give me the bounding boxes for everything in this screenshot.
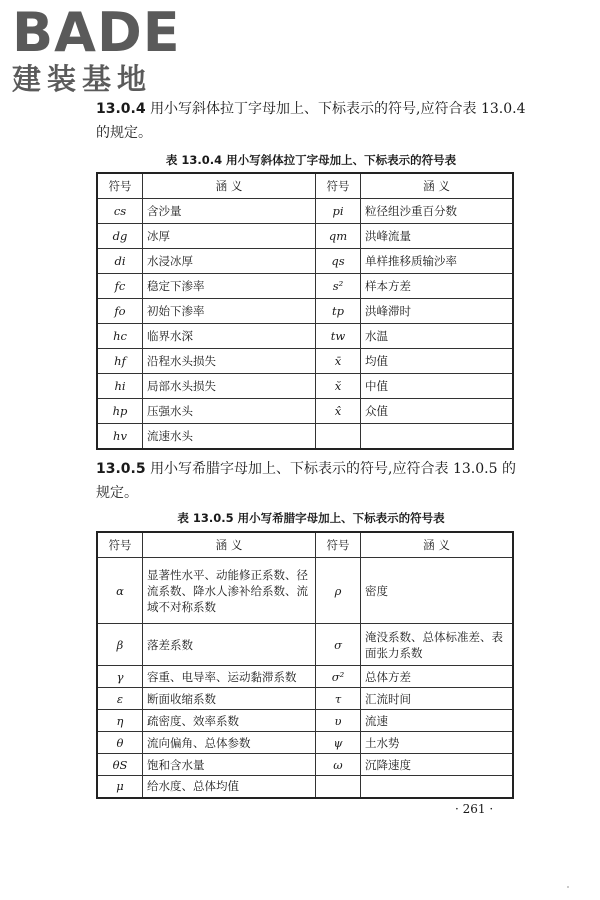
cell-meaning-1: 容重、电导率、运动黏滞系数 bbox=[143, 666, 316, 688]
cell-meaning-2: 土水势 bbox=[361, 732, 514, 754]
cell-meaning-1: 稳定下渗率 bbox=[143, 274, 316, 299]
cell-symbol-2: ω bbox=[316, 754, 361, 776]
table-1-header-row bbox=[97, 173, 513, 199]
section-1-number: 13.0.4 bbox=[96, 101, 146, 117]
cell-symbol-2: σ bbox=[316, 624, 361, 666]
table-row bbox=[97, 374, 513, 399]
table-row bbox=[97, 776, 513, 798]
cell-meaning-1: 饱和含水量 bbox=[143, 754, 316, 776]
cell-symbol-2: tp bbox=[316, 299, 361, 324]
table-row bbox=[97, 666, 513, 688]
table-row bbox=[97, 199, 513, 224]
cell-meaning-2 bbox=[361, 776, 514, 798]
cell-symbol-1: fo bbox=[97, 299, 143, 324]
cell-symbol-2: x̆ bbox=[316, 374, 361, 399]
scan-speck bbox=[567, 886, 569, 888]
cell-meaning-1: 流速水头 bbox=[143, 424, 316, 450]
cell-symbol-1: hv bbox=[97, 424, 143, 450]
cell-symbol-2: tw bbox=[316, 324, 361, 349]
table-2-body bbox=[97, 558, 513, 798]
table-row bbox=[97, 349, 513, 374]
cell-symbol-1: dg bbox=[97, 224, 143, 249]
table-row bbox=[97, 688, 513, 710]
table-1-header-meaning-2: 涵 义 bbox=[361, 173, 514, 199]
cell-symbol-1: β bbox=[97, 624, 143, 666]
cell-symbol-1: μ bbox=[97, 776, 143, 798]
table-row bbox=[97, 299, 513, 324]
cell-symbol-1: θS bbox=[97, 754, 143, 776]
table-row bbox=[97, 424, 513, 450]
section-1-text: 用小写斜体拉丁字母加上、下标表示的符号,应符合表 13.0.4 的规定。 bbox=[96, 101, 526, 141]
cell-symbol-1: hi bbox=[97, 374, 143, 399]
cell-meaning-1: 局部水头损失 bbox=[143, 374, 316, 399]
cell-symbol-2: qs bbox=[316, 249, 361, 274]
cell-meaning-2 bbox=[361, 424, 514, 450]
cell-meaning-1: 初始下渗率 bbox=[143, 299, 316, 324]
table-1-header-symbol-1: 符号 bbox=[97, 173, 143, 199]
table-1-body bbox=[97, 199, 513, 450]
cell-meaning-1: 冰厚 bbox=[143, 224, 316, 249]
cell-meaning-2: 沉降速度 bbox=[361, 754, 514, 776]
cell-symbol-1: hp bbox=[97, 399, 143, 424]
table-row bbox=[97, 710, 513, 732]
cell-symbol-2: ρ bbox=[316, 558, 361, 624]
cell-meaning-1: 疏密度、效率系数 bbox=[143, 710, 316, 732]
cell-meaning-2: 众值 bbox=[361, 399, 514, 424]
logo-main-text: BADE bbox=[12, 1, 181, 64]
cell-meaning-2: 均值 bbox=[361, 349, 514, 374]
section-1-paragraph bbox=[96, 97, 526, 145]
table-row bbox=[97, 274, 513, 299]
cell-symbol-1: cs bbox=[97, 199, 143, 224]
cell-symbol-1: γ bbox=[97, 666, 143, 688]
cell-symbol-2: s² bbox=[316, 274, 361, 299]
cell-symbol-1: hf bbox=[97, 349, 143, 374]
table-1-caption: 表 13.0.4 用小写斜体拉丁字母加上、下标表示的符号表 bbox=[165, 153, 457, 167]
cell-symbol-2: σ² bbox=[316, 666, 361, 688]
cell-symbol-1: hc bbox=[97, 324, 143, 349]
cell-meaning-1: 沿程水头损失 bbox=[143, 349, 316, 374]
table-2-header-symbol-2: 符号 bbox=[316, 532, 361, 558]
page-number: · 261 · bbox=[455, 802, 494, 816]
cell-symbol-2: pi bbox=[316, 199, 361, 224]
table-row bbox=[97, 224, 513, 249]
cell-meaning-2: 单样推移质输沙率 bbox=[361, 249, 514, 274]
cell-meaning-2: 汇流时间 bbox=[361, 688, 514, 710]
cell-meaning-2: 洪峰流量 bbox=[361, 224, 514, 249]
cell-meaning-2: 中值 bbox=[361, 374, 514, 399]
cell-symbol-1: α bbox=[97, 558, 143, 624]
cell-meaning-2: 水温 bbox=[361, 324, 514, 349]
cell-meaning-1: 流向偏角、总体参数 bbox=[143, 732, 316, 754]
cell-symbol-1: θ bbox=[97, 732, 143, 754]
cell-symbol-1: di bbox=[97, 249, 143, 274]
cell-meaning-2: 淹没系数、总体标准差、表面张力系数 bbox=[361, 624, 514, 666]
cell-meaning-2: 密度 bbox=[361, 558, 514, 624]
cell-symbol-2 bbox=[316, 776, 361, 798]
cell-meaning-1: 水浸冰厚 bbox=[143, 249, 316, 274]
cell-symbol-1: η bbox=[97, 710, 143, 732]
cell-symbol-2: τ bbox=[316, 688, 361, 710]
cell-meaning-1: 给水度、总体均值 bbox=[143, 776, 316, 798]
cell-meaning-2: 洪峰滞时 bbox=[361, 299, 514, 324]
cell-meaning-1: 临界水深 bbox=[143, 324, 316, 349]
cell-meaning-1: 断面收缩系数 bbox=[143, 688, 316, 710]
logo-sub-text: 建装基地 bbox=[12, 62, 153, 96]
section-2-paragraph bbox=[96, 457, 526, 505]
table-2-header-symbol-1: 符号 bbox=[97, 532, 143, 558]
table-1-header-symbol-2: 符号 bbox=[316, 173, 361, 199]
cell-symbol-1: ε bbox=[97, 688, 143, 710]
table-row bbox=[97, 624, 513, 666]
table-2 bbox=[96, 531, 514, 799]
cell-meaning-2: 样本方差 bbox=[361, 274, 514, 299]
cell-meaning-1: 含沙量 bbox=[143, 199, 316, 224]
table-1 bbox=[96, 172, 514, 450]
logo bbox=[12, 1, 181, 96]
cell-meaning-2: 总体方差 bbox=[361, 666, 514, 688]
table-2-header-meaning-1: 涵 义 bbox=[143, 532, 316, 558]
table-row bbox=[97, 754, 513, 776]
cell-meaning-1: 压强水头 bbox=[143, 399, 316, 424]
cell-symbol-2: x̄ bbox=[316, 349, 361, 374]
table-row bbox=[97, 732, 513, 754]
cell-symbol-2: qm bbox=[316, 224, 361, 249]
table-2-caption: 表 13.0.5 用小写希腊字母加上、下标表示的符号表 bbox=[177, 511, 445, 525]
table-2-header-meaning-2: 涵 义 bbox=[361, 532, 514, 558]
cell-symbol-2: ψ bbox=[316, 732, 361, 754]
table-row bbox=[97, 399, 513, 424]
table-1-header-meaning-1: 涵 义 bbox=[143, 173, 316, 199]
cell-symbol-1: fc bbox=[97, 274, 143, 299]
table-row bbox=[97, 558, 513, 624]
table-row bbox=[97, 324, 513, 349]
cell-symbol-2: x̂ bbox=[316, 399, 361, 424]
cell-meaning-1: 落差系数 bbox=[143, 624, 316, 666]
cell-meaning-1: 显著性水平、动能修正系数、径流系数、降水人渗补给系数、流域不对称系数 bbox=[143, 558, 316, 624]
cell-meaning-2: 粒径组沙重百分数 bbox=[361, 199, 514, 224]
cell-meaning-2: 流速 bbox=[361, 710, 514, 732]
table-row bbox=[97, 249, 513, 274]
table-2-header-row bbox=[97, 532, 513, 558]
section-2-text: 用小写希腊字母加上、下标表示的符号,应符合表 13.0.5 的规定。 bbox=[96, 461, 516, 501]
cell-symbol-2: υ bbox=[316, 710, 361, 732]
section-2-number: 13.0.5 bbox=[96, 461, 146, 477]
cell-symbol-2 bbox=[316, 424, 361, 450]
